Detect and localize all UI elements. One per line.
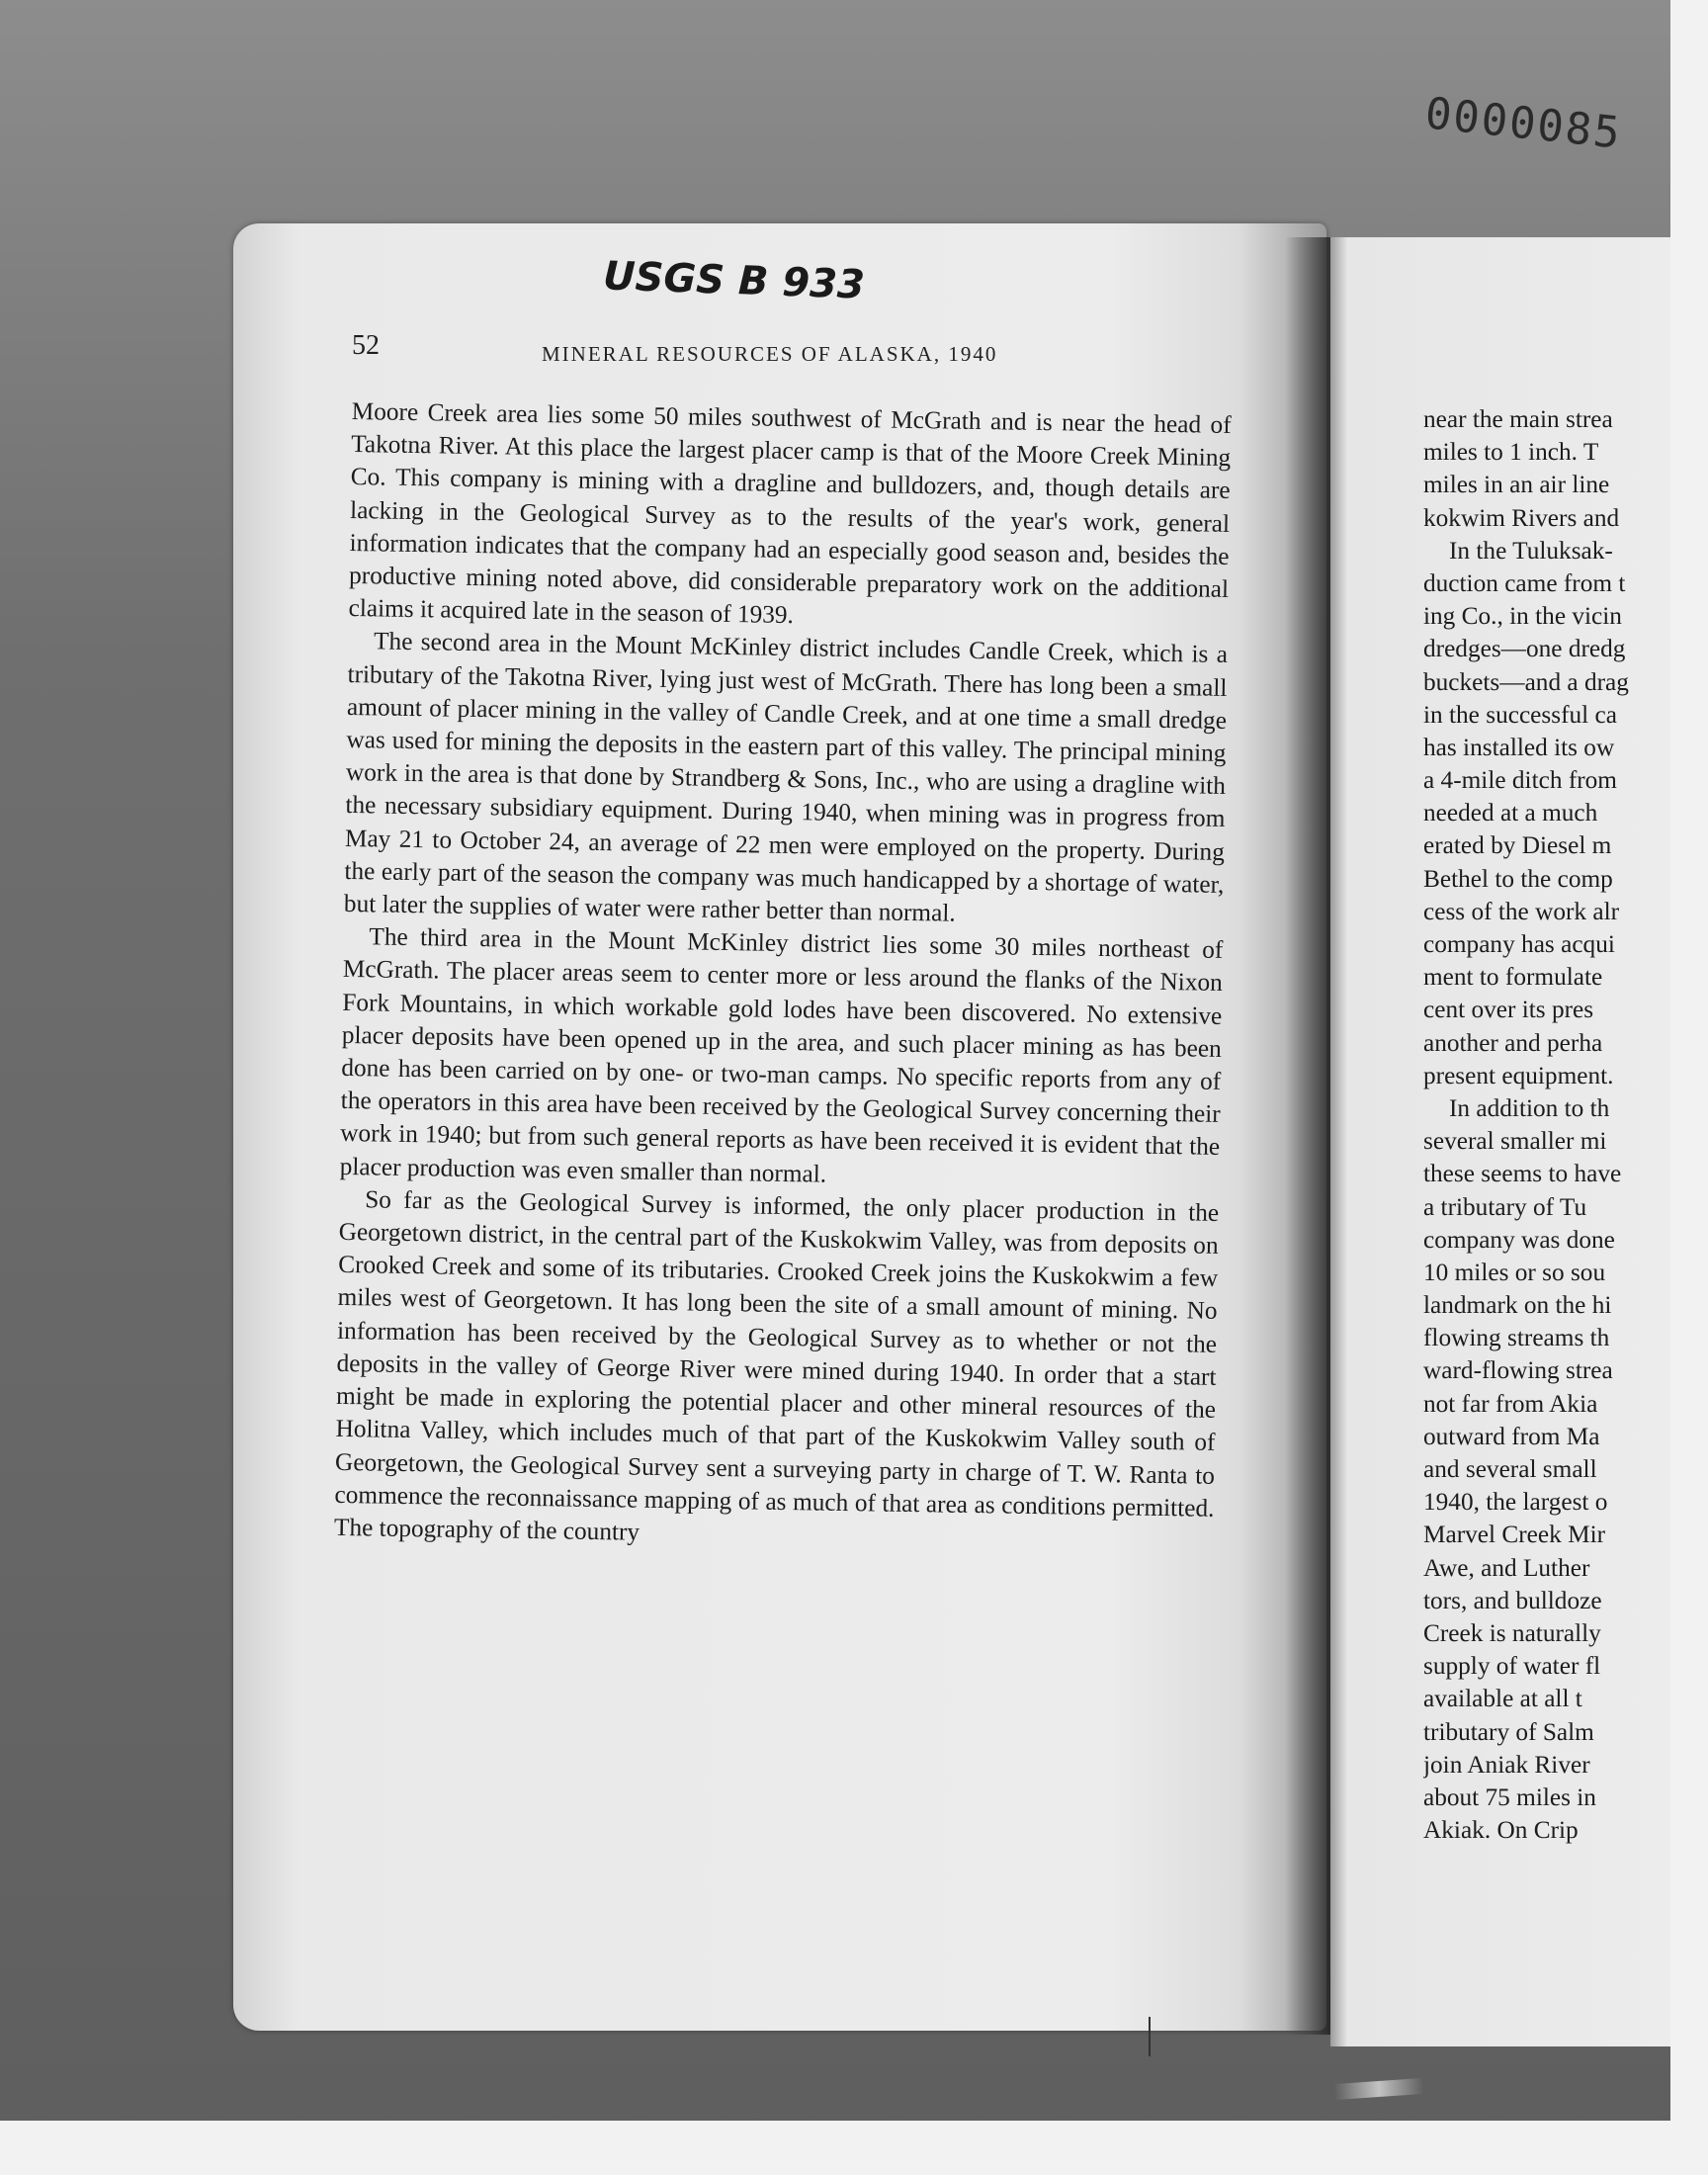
page-number: 52 — [352, 330, 380, 361]
right-page-line: company was done — [1423, 1225, 1615, 1254]
right-page-line: In the Tuluksak- — [1449, 536, 1613, 565]
right-page-line: available at all t — [1423, 1685, 1582, 1713]
right-page-line: present equipment. — [1423, 1061, 1614, 1089]
right-page-line: not far from Akia — [1423, 1389, 1598, 1418]
pencil-mark — [1149, 2017, 1151, 2056]
right-page-line: in the successful ca — [1423, 700, 1617, 729]
right-page-line: 10 miles or so sou — [1423, 1258, 1606, 1286]
right-page-line: Awe, and Luther — [1423, 1553, 1590, 1582]
right-page-line: tors, and bulldoze — [1423, 1586, 1602, 1614]
paragraph-2: The second area in the Mount McKinley district includes Candle Creek, which is a tributary of the Takotna River, lying just west of McGrath. There has long been a small amount of placer mining in the valley of Candle Creek, and at one time a small dredge was used for mining the deposits in the eastern part of this valley. The principal mining work in the area is that done by Strandberg & Sons, Inc., who are using a dragline with the necessary subsidiary equipment. During 1940, when mining was in progress from May 21 to October 24, an average of 22 men were employed on the property. During the early part of the season the company was much handicapped by a shortage of water, but later the supplies of water were rather better than normal. — [343, 627, 1229, 927]
paragraph-1: Moore Creek area lies some 50 miles southwest of McGrath and is near the head of Takotna River. At this place the largest placer camp is that of the Moore Creek Mining Co. This company is mining with a dragline and bulldozers, and, though details are lacking in the Geological Survey as to the results of the year's work, general information indicates that the company had an especially good season and, besides the productive mining noted above, did considerable preparatory work on the additional claims it acquired late in the season of 1939. — [348, 396, 1232, 630]
document-stamp-number: 0000085 — [1422, 88, 1625, 159]
right-page-body — [1423, 403, 1672, 2025]
right-page-line: outward from Ma — [1423, 1422, 1600, 1450]
right-page-line: join Aniak River — [1423, 1750, 1590, 1779]
paragraph-3: The third area in the Mount McKinley district lies some 30 miles northeast of McGrath. The placer areas seem to center more or less around the flanks of the Nixon Fork Mountains, in which workable gold lodes have been discovered. No extensive placer deposits have been opened up in the area, and such placer mining as has been done has been carried on by one- or two-man camps. No specific reports from any of the operators in this area have been received by the Geological Survey concerning their work in 1940; but from such general reports as have been received it is evident that the placer production was even smaller than normal. — [339, 922, 1224, 1188]
right-page-line: another and perha — [1423, 1028, 1603, 1057]
right-page-line: has installed its ow — [1423, 733, 1615, 761]
right-page-line: about 75 miles in — [1423, 1783, 1596, 1811]
right-page-line: ing Co., in the vicin — [1423, 602, 1622, 631]
right-page-line: 1940, the largest o — [1423, 1488, 1608, 1517]
right-page-line: several smaller mi — [1423, 1127, 1607, 1156]
scan-margin-bottom — [0, 2121, 1708, 2175]
right-page-line: near the main strea — [1423, 405, 1613, 433]
right-page-line: dredges—one dredg — [1423, 635, 1626, 663]
right-page-line: tributary of Salm — [1423, 1717, 1594, 1746]
right-page-line: duction came from t — [1423, 568, 1626, 597]
right-page-line: buckets—and a drag — [1423, 667, 1629, 696]
right-page-line: erated by Diesel m — [1423, 831, 1612, 860]
right-page-line: a 4-mile ditch from — [1423, 766, 1617, 795]
right-page-line: cent over its pres — [1423, 996, 1594, 1024]
right-page-line: Akiak. On Crip — [1423, 1816, 1579, 1845]
right-page-line: a tributary of Tu — [1423, 1192, 1587, 1221]
right-page-line: company has acqui — [1423, 930, 1615, 958]
right-page-line: landmark on the hi — [1423, 1291, 1612, 1320]
running-head: MINERAL RESOURCES OF ALASKA, 1940 — [542, 342, 998, 366]
handwritten-annotation: USGS B 933 — [602, 253, 866, 308]
right-page-line: and several small — [1423, 1455, 1597, 1483]
right-page-line: flowing streams th — [1423, 1324, 1610, 1352]
scan-margin-right — [1670, 0, 1708, 2175]
right-page-line: Bethel to the comp — [1423, 864, 1613, 893]
right-page-line: kokwim Rivers and — [1423, 503, 1620, 532]
right-page-line: these seems to have — [1423, 1160, 1622, 1188]
book-gutter — [1285, 237, 1330, 2035]
right-page-line: miles to 1 inch. T — [1423, 438, 1599, 467]
right-page-line: cess of the work alr — [1423, 897, 1620, 925]
right-page-line: miles in an air line — [1423, 471, 1610, 499]
right-page-line: ment to formulate — [1423, 963, 1603, 992]
right-page-line: Creek is naturally — [1423, 1618, 1601, 1647]
right-page-line: needed at a much — [1423, 799, 1598, 827]
paragraph-4: So far as the Geological Survey is informed, the only placer production in the Georgetown district, in the central part of the Kuskokwim Valley, was from deposits on Crooked Creek and some of its tributaries. Crooked Creek joins the Kuskokwim a few miles west of Georgetown. It has long been the site of a small amount of mining. No information has been received by the Geological Survey as to whether or not the deposits in the valley of George River were mined during 1940. In order that a start might be made in exploring the potential placer and other mineral resources of the Holitna Valley, which includes much of that part of the Kuskokwim Valley south of Georgetown, the Geological Survey sent a surveying party in charge of T. W. Ranta to commence the reconnaissance mapping of as much of that area as conditions permitted. The topography of the country — [333, 1185, 1220, 1546]
right-page-line: supply of water fl — [1423, 1652, 1601, 1681]
right-page-line: Marvel Creek Mir — [1423, 1521, 1606, 1549]
right-page-line: ward-flowing strea — [1423, 1356, 1613, 1385]
left-page-body — [334, 395, 1232, 1558]
right-page-line: In addition to th — [1449, 1093, 1610, 1122]
